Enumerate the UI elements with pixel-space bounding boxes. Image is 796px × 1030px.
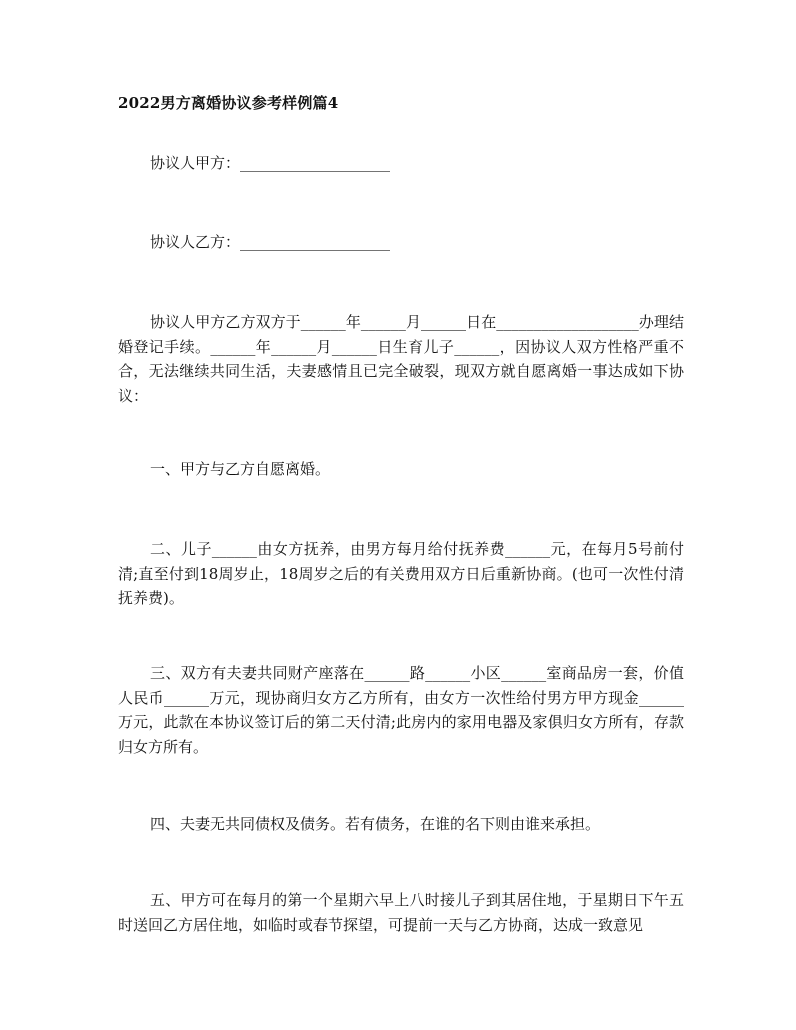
clause-2: 二、儿子______由女方抚养，由男方每月给付抚养费______元，在每月5号前付清;直至付到18周岁止，18周岁之后的有关费用双方日后重新协商。(也可一次性付清抚养费)。 [118, 540, 684, 607]
preamble-paragraph: 协议人甲方乙方双方于______年______月______日在___________________办理结婚登记手续。______年______月______日生育儿子______，因协议人双方性格严重不合，无法继续共同生活，夫妻感情且已完全破裂，现双方就自愿离婚一事达成如下协议： [118, 313, 684, 405]
clause-5: 五、甲方可在每月的第一个星期六早上八时接儿子到其居住地，于星期日下午五时送回乙方居住地，如临时或春节探望，可提前一天与乙方协商，达成一致意见 [118, 891, 684, 934]
clause-1: 一、甲方与乙方自愿离婚。 [150, 460, 331, 478]
document-title: 2022男方离婚协议参考样例篇4 [118, 94, 339, 112]
party-b-line: 协议人乙方：____________________ [150, 233, 391, 251]
clause-3: 三、双方有夫妻共同财产座落在______路______小区______室商品房一套，价值人民币______万元，现协商归女方乙方所有，由女方一次性给付男方甲方现金______万元，此款在本协议签订后的第二天付清;此房内的家用电器及家俱归女方所有，存款归女方所有。 [118, 664, 684, 756]
party-a-line: 协议人甲方：____________________ [150, 154, 391, 172]
clause-4: 四、夫妻无共同债权及债务。若有债务，在谁的名下则由谁来承担。 [150, 815, 601, 833]
